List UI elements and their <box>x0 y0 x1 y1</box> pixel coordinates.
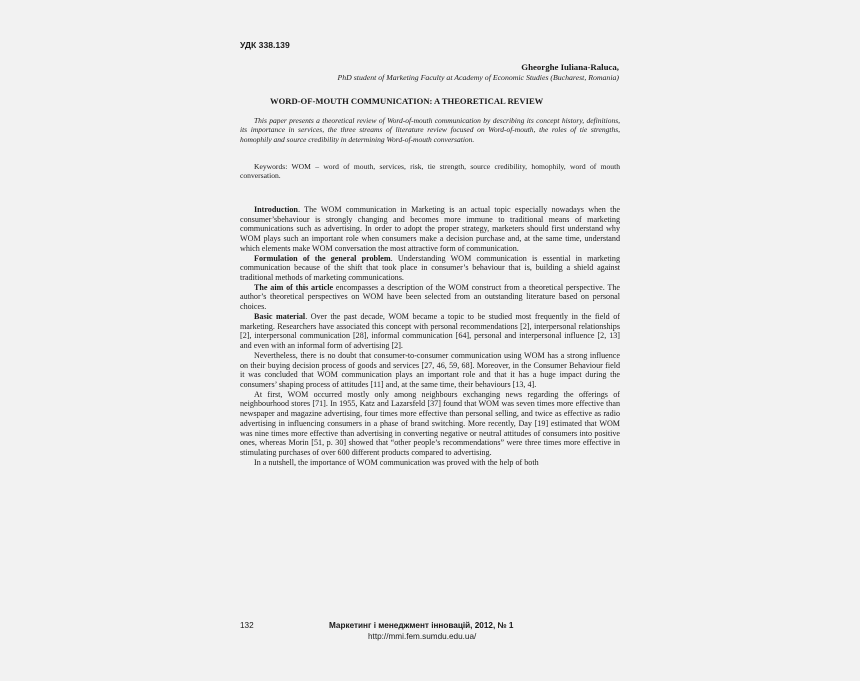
journal-name: Маркетинг і менеджмент інновацій, 2012, № 1 <box>329 621 514 630</box>
paragraph-text: . The WOM communication in Marketing is an actual topic especially nowadays when the consumer’sbehaviour is strongly changing and becomes more immune to traditional means of marketing communications such as advertising. In order to adopt the proper strategy, marketers should first understand why WOM plays such an important role when consumers make a decision purchase and, at the same time, understand which elements make WOM conversation the most attractive form of communication. <box>240 205 620 253</box>
paragraph <box>240 351 620 390</box>
paragraph-lead: Introduction <box>254 205 298 214</box>
author-name: Gheorghe Iuliana-Raluca, <box>521 62 619 72</box>
paragraph-lead: Basic material <box>254 311 306 321</box>
abstract: This paper presents a theoretical review of Word-of-mouth communication by describing its concept history, definitions, its importance in services, the three streams of literature review focused on Word-of-mouth, the roles of tie strengths, homophily and source credibility in determining Word-of-mouth conversation. <box>240 116 620 144</box>
paragraph-introduction <box>240 205 620 254</box>
keywords: Keywords: WOM – word of mouth, services, risk, tie strength, source credibility, homophily, word of mouth conversation. <box>240 162 620 181</box>
paragraph <box>240 390 620 458</box>
paragraph-text: In a nutshell, the importance of WOM communication was proved with the help of both <box>254 457 539 467</box>
body-text <box>240 205 620 467</box>
paragraph-lead: The aim of this article <box>254 282 334 292</box>
paragraph-text: . Understanding WOM communication is essential in marketing communication because of the shift that took place in consumer’s behaviour that is, building a shield against traditional methods of marketing communications. <box>240 253 620 283</box>
paragraph-text: At first, WOM occurred mostly only among neighbours exchanging news regarding the offerings of neighbourhood stores [71]. In 1955, Katz and Lazarsfeld [37] found that WOM was seven times more effective than newspaper and magazine advertising, four times more effective than personal selling, and twice as effective as radio advertising in influencing consumers in a phase of brand switching. More recently, Day [19] estimated that WOM was nine times more effective than advertising in converting negative or neutral attitudes of consumers into positive ones, whereas Morin [51, p. 30] showed that “other people’s recommendations” were three times more effective in stimulating purchases of over 600 different products compared to advertising. <box>240 389 620 457</box>
paragraph-text: . Over the past decade, WOM became a topic to be studied most frequently in the field of marketing. Researchers have associated this concept with personal recommendations [2], interpersonal relationships [2], interpersonal communication [28], informal communication [64], personal and interpersonal influence [2, 13] and even with an informal form of advertising [2]. <box>240 311 620 351</box>
paper-title: WORD-OF-MOUTH COMMUNICATION: A THEORETICAL REVIEW <box>270 96 544 106</box>
paragraph-text: Nevertheless, there is no doubt that consumer-to-consumer communication using WOM has a strong influence on their buying decision process of goods and services [27, 46, 59, 68]. Moreover, in the Consumer Behaviour field it was concluded that WOM communication plays an important role and that it has a huge impact during the consumers’ shaping process of attitudes [11] and, at the same time, their behaviours [13, 4]. <box>240 350 620 389</box>
udk-code: УДК 338.139 <box>240 40 290 50</box>
journal-url: http://mmi.fem.sumdu.edu.ua/ <box>368 632 477 641</box>
paragraph-lead: Formulation of the general problem <box>254 253 391 263</box>
paragraph-aim <box>240 283 620 312</box>
paragraph-problem <box>240 254 620 283</box>
page-number: 132 <box>240 621 254 630</box>
author-affiliation: PhD student of Marketing Faculty at Academy of Economic Studies (Bucharest, Romania) <box>337 73 619 82</box>
paragraph-text: encompasses a description of the WOM construct from a theoretical perspective. The author’s theoretical perspectives on WOM have been selected from an outstanding literature based on personal choices. <box>240 282 621 312</box>
paragraph-basic-material <box>240 312 620 351</box>
paragraph <box>240 458 620 468</box>
